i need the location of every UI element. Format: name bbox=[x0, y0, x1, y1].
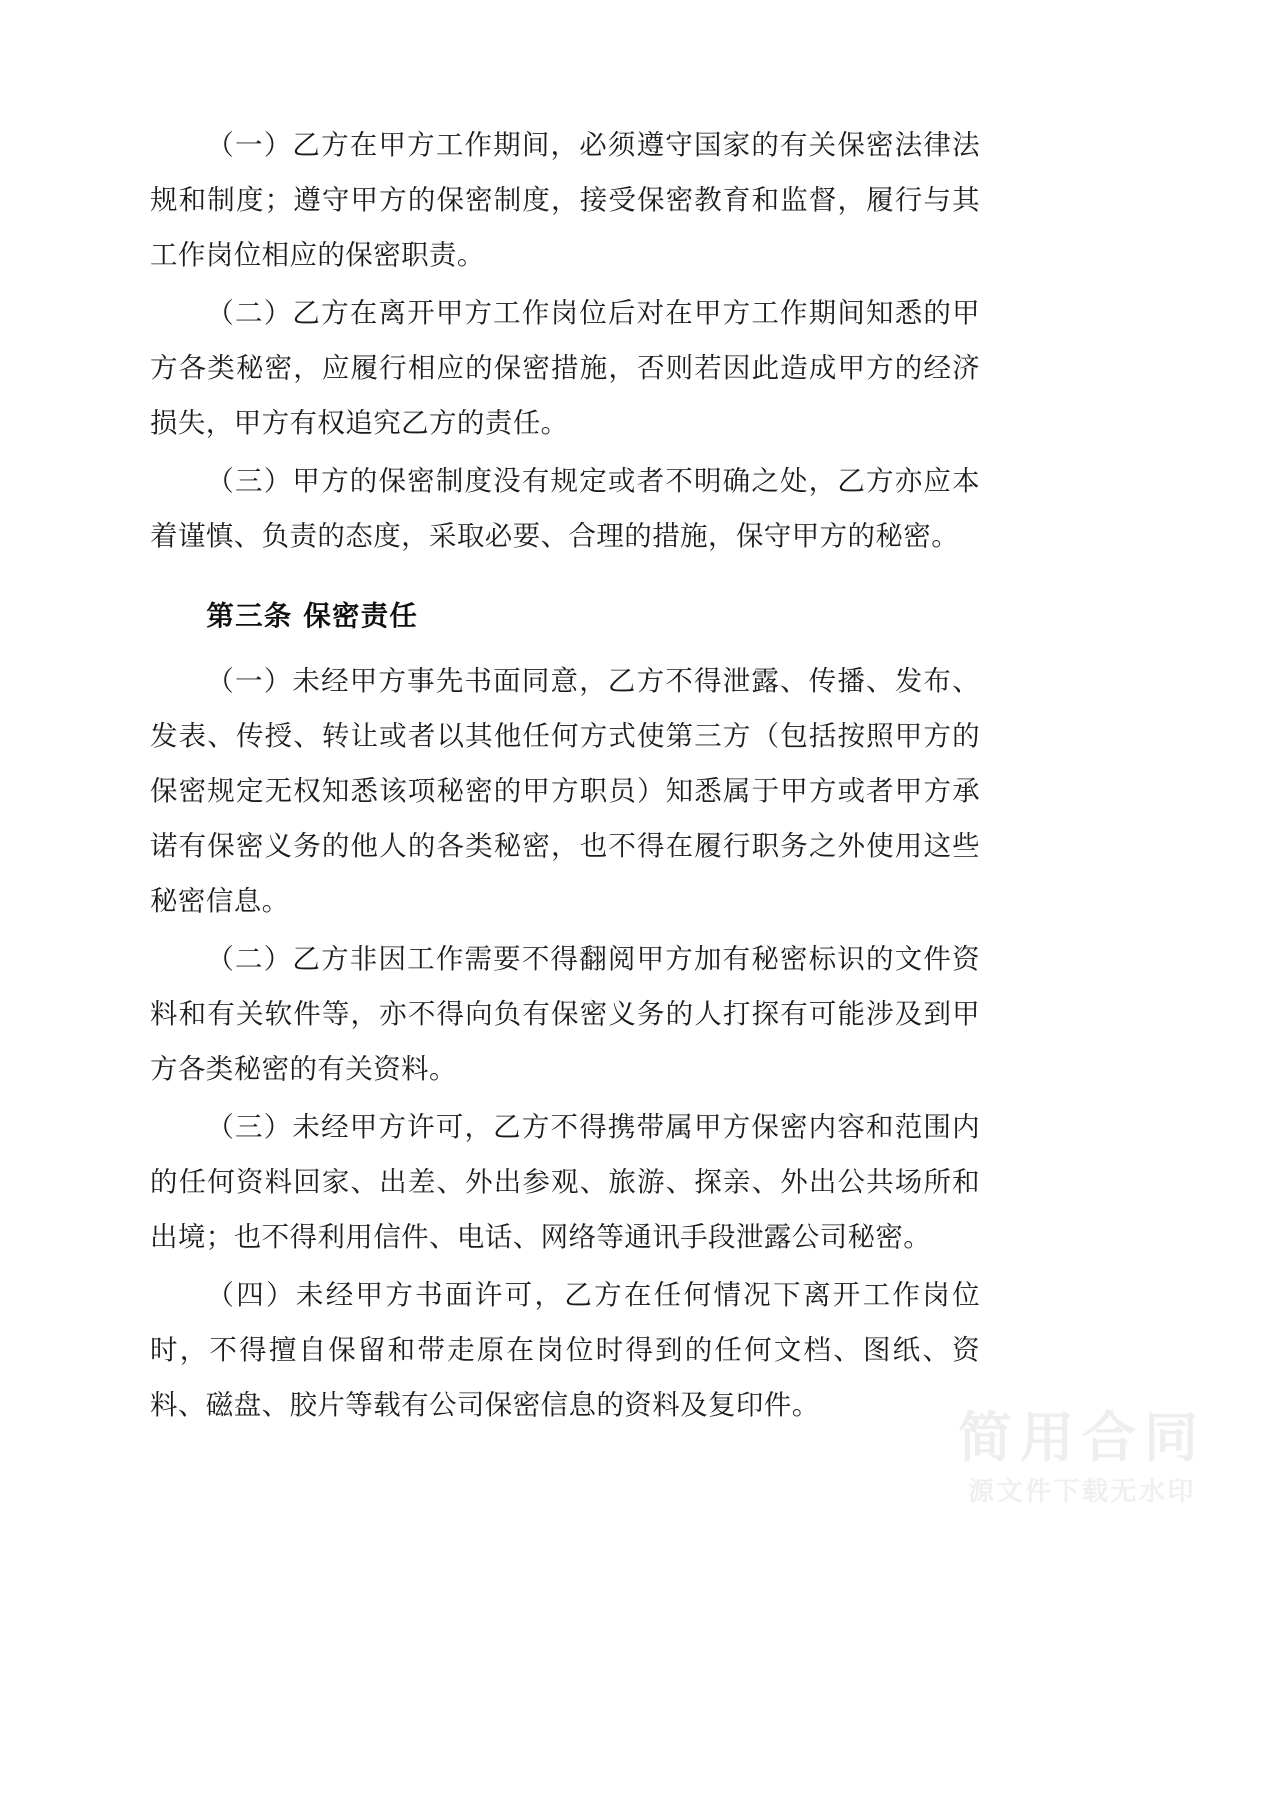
paragraph-clause-3-item-3: （三）未经甲方许可，乙方不得携带属甲方保密内容和范围内的任何资料回家、出差、外出参观、旅游、探亲、外出公共场所和出境；也不得利用信件、电话、网络等通讯手段泄露公司秘密。 bbox=[150, 1111, 980, 1253]
paragraph-clause-2-item-2: （二）乙方在离开甲方工作岗位后对在甲方工作期间知悉的甲方各类秘密，应履行相应的保密措施，否则若因此造成甲方的经济损失，甲方有权追究乙方的责任。 bbox=[150, 297, 980, 439]
watermark-tagline: 源文件下载无水印 bbox=[967, 1477, 1196, 1507]
watermark bbox=[958, 1406, 1206, 1512]
watermark-brand: 简用合同 bbox=[958, 1406, 1206, 1470]
section-heading-clause-3: 第三条 保密责任 bbox=[206, 600, 419, 632]
document-body bbox=[150, 118, 980, 1436]
paragraph-clause-3-item-1: （一）未经甲方事先书面同意，乙方不得泄露、传播、发布、发表、传授、转让或者以其他任何方式使第三方（包括按照甲方的保密规定无权知悉该项秘密的甲方职员）知悉属于甲方或者甲方承诺有保密义务的他人的各类秘密，也不得在履行职务之外使用这些秘密信息。 bbox=[150, 665, 980, 917]
heading-spacer bbox=[150, 567, 980, 577]
paragraph-clause-3-item-2: （二）乙方非因工作需要不得翻阅甲方加有秘密标识的文件资料和有关软件等，亦不得向负有保密义务的人打探有可能涉及到甲方各类秘密的有关资料。 bbox=[150, 943, 980, 1085]
paragraph-clause-2-item-1: （一）乙方在甲方工作期间，必须遵守国家的有关保密法律法规和制度；遵守甲方的保密制度，接受保密教育和监督，履行与其工作岗位相应的保密职责。 bbox=[150, 129, 980, 271]
paragraph-clause-3-item-4: （四）未经甲方书面许可，乙方在任何情况下离开工作岗位时，不得擅自保留和带走原在岗位时得到的任何文档、图纸、资料、磁盘、胶片等载有公司保密信息的资料及复印件。 bbox=[150, 1279, 980, 1421]
paragraph-clause-2-item-3: （三）甲方的保密制度没有规定或者不明确之处，乙方亦应本着谨慎、负责的态度，采取必要、合理的措施，保守甲方的秘密。 bbox=[150, 465, 980, 552]
